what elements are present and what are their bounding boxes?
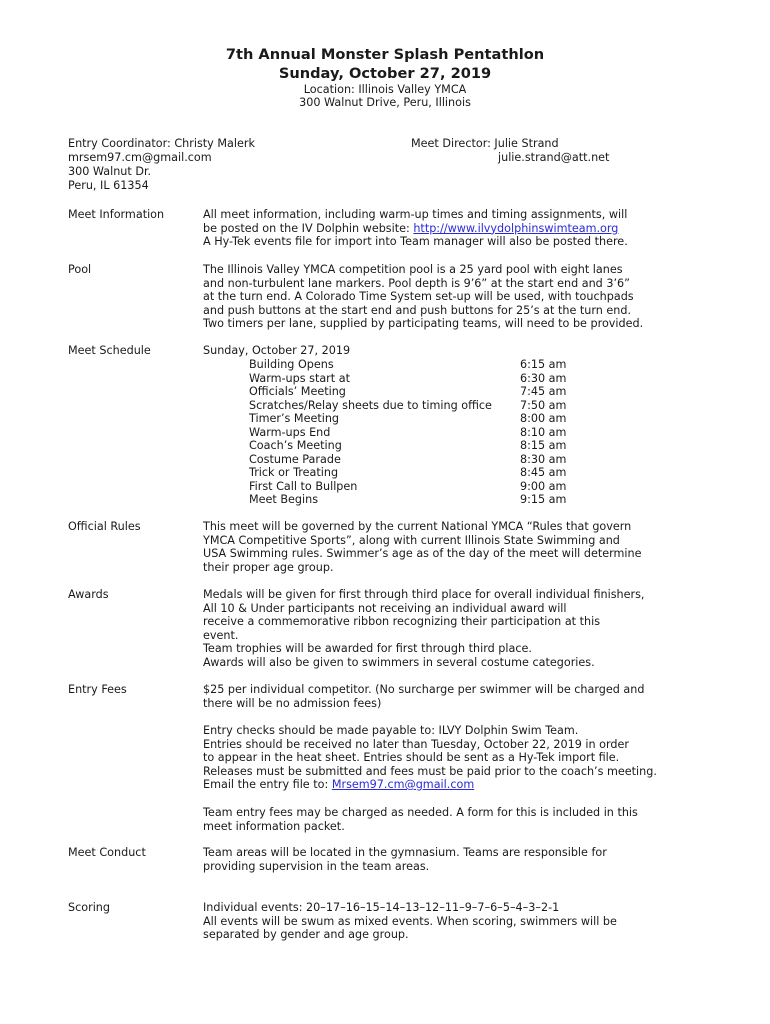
coordinator-email: mrsem97.cm@gmail.com <box>68 151 212 164</box>
fees-line: Entries should be received no later than Tuesday, October 22, 2019 in order <box>203 737 629 751</box>
section-body-awards <box>203 588 645 669</box>
schedule-event-time: 6:15 am <box>520 358 567 371</box>
rules-line: their proper age group. <box>203 560 334 574</box>
pool-line: and non-turbulent lane markers. Pool depth is 9’6” at the start end and 3’6” <box>203 276 630 290</box>
schedule-event-name: Scratches/Relay sheets due to timing office <box>249 398 492 412</box>
rules-line: This meet will be governed by the current National YMCA “Rules that govern <box>203 520 632 533</box>
section-body-entry-fees-3 <box>203 806 638 833</box>
schedule-event-time: 8:15 am <box>520 439 567 452</box>
pool-line: and push buttons at the start end and push buttons for 25’s at the turn end. <box>203 303 632 317</box>
conduct-line: providing supervision in the team areas. <box>203 859 430 873</box>
fees-line: to appear in the heat sheet. Entries should be sent as a Hy-Tek import file. <box>203 751 620 764</box>
awards-line: event. <box>203 628 239 642</box>
section-body-meet-conduct <box>203 846 607 873</box>
schedule-event-time: 8:30 am <box>520 452 567 466</box>
section-body-official-rules <box>203 520 641 574</box>
schedule-event-name: Officials’ Meeting <box>249 385 346 398</box>
schedule-event-names <box>249 358 492 507</box>
awards-line: Medals will be given for first through third place for overall individual finishers, <box>203 588 645 601</box>
event-address: 300 Walnut Drive, Peru, Illinois <box>299 96 471 109</box>
section-body-scoring <box>203 901 617 942</box>
email-entry-text: Email the entry file to: <box>203 778 332 791</box>
meet-info-line: A Hy-Tek events file for import into Team manager will also be posted there. <box>203 235 628 248</box>
fees-line: $25 per individual competitor. (No surcharge per swimmer will be charged and <box>203 683 645 696</box>
pool-line: at the turn end. A Colorado Time System set-up will be used, with touchpads <box>203 290 634 303</box>
schedule-event-time: 9:15 am <box>520 493 567 506</box>
awards-line: receive a commemorative ribbon recognizing their participation at this <box>203 615 601 628</box>
schedule-event-time: 9:00 am <box>520 479 567 493</box>
meet-info-line <box>203 222 628 236</box>
schedule-date: Sunday, October 27, 2019 <box>203 344 351 357</box>
director-email: julie.strand@att.net <box>498 151 610 164</box>
schedule-event-name: First Call to Bullpen <box>249 479 358 493</box>
pool-line: The Illinois Valley YMCA competition pool is a 25 yard pool with eight lanes <box>203 263 623 276</box>
coordinator-name: Entry Coordinator: Christy Malerk <box>68 137 255 150</box>
fees-line: Entry checks should be made payable to: ILVY Dolphin Swim Team. <box>203 724 579 737</box>
schedule-event-name: Building Opens <box>249 358 334 371</box>
event-date: Sunday, October 27, 2019 <box>278 65 492 82</box>
fees-line: there will be no admission fees) <box>203 696 382 710</box>
section-label-awards: Awards <box>68 588 109 601</box>
schedule-event-name: Meet Begins <box>249 493 319 506</box>
schedule-event-name: Warm-ups End <box>249 425 331 439</box>
fees-line: meet information packet. <box>203 819 345 833</box>
event-location: Location: Illinois Valley YMCA <box>303 83 467 96</box>
dolphin-website-link[interactable]: http://www.ilvydolphinswimteam.org <box>413 221 619 235</box>
schedule-event-time: 8:10 am <box>520 425 567 439</box>
awards-line: Team trophies will be awarded for first through third place. <box>203 642 532 655</box>
schedule-event-time: 7:50 am <box>520 398 567 412</box>
section-label-scoring: Scoring <box>68 901 110 914</box>
section-label-meet-schedule: Meet Schedule <box>68 344 151 357</box>
coordinator-street: 300 Walnut Dr. <box>68 165 152 178</box>
schedule-event-name: Timer’s Meeting <box>249 412 340 425</box>
coordinator-city: Peru, IL 61354 <box>68 179 149 192</box>
schedule-event-name: Costume Parade <box>249 452 341 466</box>
section-body-entry-fees-2 <box>203 724 657 792</box>
fees-line: Releases must be submitted and fees must be paid prior to the coach’s meeting. <box>203 764 657 778</box>
awards-line: Awards will also be given to swimmers in several costume categories. <box>203 655 595 669</box>
awards-line: All 10 & Under participants not receiving an individual award will <box>203 601 567 615</box>
document-title: 7th Annual Monster Splash Pentathlon <box>225 46 545 63</box>
section-label-official-rules: Official Rules <box>68 520 141 533</box>
scoring-line: Individual events: 20–17–16–15–14–13–12–11–9–7–6–5–4–3–2-1 <box>203 901 560 914</box>
section-body-meet-information <box>203 208 628 249</box>
pool-line: Two timers per lane, supplied by participating teams, will need to be provided. <box>203 317 644 330</box>
website-text: be posted on the IV Dolphin website: <box>203 221 414 235</box>
schedule-event-time: 7:45 am <box>520 385 567 398</box>
section-body-entry-fees-1 <box>203 683 644 710</box>
section-label-meet-information: Meet Information <box>68 208 165 221</box>
fees-line <box>203 778 657 792</box>
schedule-event-name: Coach’s Meeting <box>249 439 342 452</box>
rules-line: YMCA Competitive Sports”, along with current Illinois State Swimming and <box>203 533 620 547</box>
schedule-event-time: 8:45 am <box>520 466 567 479</box>
scoring-line: separated by gender and age group. <box>203 928 409 941</box>
schedule-event-time: 6:30 am <box>520 371 567 385</box>
schedule-event-name: Warm-ups start at <box>249 371 350 385</box>
section-body-pool <box>203 263 643 331</box>
meet-info-line: All meet information, including warm-up times and timing assignments, will <box>203 208 628 221</box>
schedule-event-name: Trick or Treating <box>249 466 339 479</box>
fees-line: Team entry fees may be charged as needed. A form for this is included in this <box>203 806 638 819</box>
section-label-entry-fees: Entry Fees <box>68 683 127 696</box>
section-label-pool: Pool <box>68 263 92 276</box>
conduct-line: Team areas will be located in the gymnasium. Teams are responsible for <box>203 846 607 859</box>
entry-email-link[interactable]: Mrsem97.cm@gmail.com <box>331 778 475 791</box>
section-label-meet-conduct: Meet Conduct <box>68 846 146 859</box>
director-name: Meet Director: Julie Strand <box>411 137 559 150</box>
rules-line: USA Swimming rules. Swimmer’s age as of the day of the meet will determine <box>203 547 642 560</box>
scoring-line: All events will be swum as mixed events. When scoring, swimmers will be <box>203 914 617 928</box>
schedule-event-time: 8:00 am <box>520 412 567 425</box>
schedule-event-times <box>520 358 566 507</box>
